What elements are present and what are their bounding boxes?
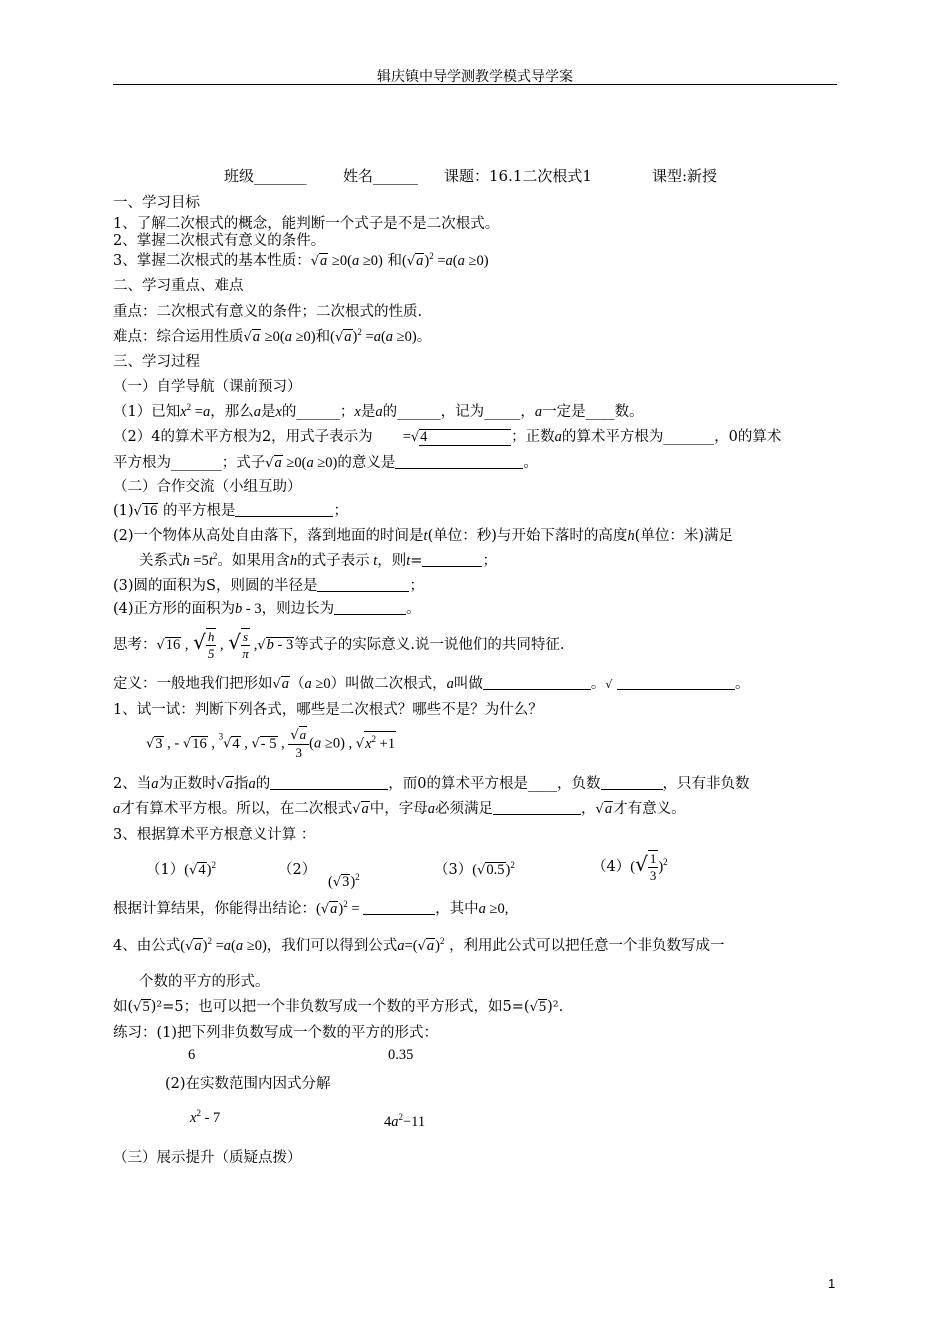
try-3-item-3: $(3)(√0.5)^2$ [434, 860, 515, 878]
try-4-cont: 个数的平方的形式。 [139, 974, 270, 990]
question-2-cont: 平方根为_______；式子√a ≥0(a ≥0)的意义是 。 [113, 455, 538, 471]
cooperation-3: (3)圆的面积为S，则圆的半径是 ； [113, 578, 424, 594]
section-2-heading: 二、学习重点、难点 [113, 278, 244, 294]
difficult-point: 难点：综合运用性质√a ≥0(a ≥0)和$(√a)^2 =a(a \ge 0)$。 [113, 327, 432, 345]
practice-2-expr-1: $x^2 - 7$ [190, 1108, 221, 1126]
page-number: 1 [828, 1276, 836, 1291]
subsection-1-heading: （一）自学导航（课前预习） [113, 379, 302, 395]
name-label: 姓名______ [343, 167, 419, 185]
key-point: 重点：二次根式有意义的条件；二次根式的性质. [113, 304, 423, 320]
try-3: 3、根据算术平方根意义计算 ： [113, 827, 316, 843]
class-label: 班级_______ [224, 167, 307, 185]
practice-1: 练习：(1)把下列非负数写成一个数的平方的形式： [113, 1025, 439, 1041]
try-4: 4、由公式$(√a)^2 =a(a \ge 0)$，我们可以得到公式$a=(√a)^2$ ，利用此公式可以把任意一个非负数写成一 [113, 936, 725, 954]
goal-1: 1、了解二次根式的概念，能判断一个式子是不是二次根式。 [113, 216, 500, 232]
header-rule [113, 84, 837, 85]
subsection-3-heading: （三）展示提升（质疑点拨） [113, 1150, 302, 1166]
try-3-item-2-expr: $(√3)^2$ [328, 872, 360, 890]
example: 如(√5)²=5；也可以把一个非负数写成一个数的平方形式，如5=(√5)². [113, 999, 564, 1015]
goal-2: 2、掌握二次根式有意义的条件。 [113, 233, 326, 249]
section-3-heading: 三、学习过程 [113, 354, 200, 370]
type-label: 课型:新授 [652, 167, 718, 185]
page-header-title: 辑庆镇中导学测教学模式导学案 [377, 69, 573, 85]
cooperation-4: (4)正方形的面积为b - 3，则边长为 。 [113, 601, 421, 617]
try-2: 2、当a为正数时√a指a的 ，而0的算术平方根是____，负数 ，只有非负数 [113, 776, 750, 792]
practice-num-2: 0.35 [388, 1047, 414, 1063]
try-2-cont: a才有算术平方根。所以，在二次根式√a中，字母a必须满足 ，√a才有意义。 [113, 801, 686, 817]
section-1-heading: 一、学习目标 [113, 195, 200, 211]
try-3-item-4: （4）(√ $\frac{1}{3}$ )$^2$ [592, 851, 668, 883]
cooperation-2: (2)一个物体从高处自由落下，落到地面的时间是t(单位：秒)与开始下落时的高度h(单位：米)满足 [113, 528, 733, 544]
practice-2-expr-2: $4a^2-11$ [384, 1112, 426, 1130]
think-line: 思考：√16 , √ $\frac{h}{5}$ , √ $\frac{s}{\pi}$ ,√b - 3等式子的实际意义.说一说他们的共同特征. [113, 629, 565, 661]
try-1-expressions: √3 , - √16 , $^3$√4 , √- 5 , $\frac{√a}{3}$ (a ≥0) , $√x^2 +1$ [146, 727, 396, 760]
try-1: 1、试一试：判断下列各式，哪些是二次根式？哪些不是？为什么？ [113, 702, 543, 718]
practice-num-1: 6 [188, 1047, 196, 1063]
question-1: （1）已知$x^2 =a$，那么a是x的______；x是a的______，记为_____，a一定是____数。 [113, 402, 644, 420]
try-3-item-2: （2） [278, 862, 317, 878]
question-2: （2）4的算术平方根为2，用式子表示为 =√4 ；正数a的算术平方根为_______，0的算术 [113, 429, 782, 445]
cooperation-1: (1)√16 的平方根是 ； [113, 503, 348, 519]
practice-2: (2)在实数范围内因式分解 [165, 1076, 331, 1092]
conclusion: 根据计算结果，你能得出结论：$(√a)^2$ = ，其中a ≥0, [113, 899, 509, 917]
cooperation-2-cont: 关系式$h =5t^2$。如果用含h的式子表示 t，则t= ； [139, 551, 497, 569]
topic-label: 课题：16.1二次根式1 [444, 167, 592, 185]
try-3-item-1: $(1)(√4)^2$ [146, 860, 216, 878]
goal-3: 3、掌握二次根式的基本性质：√a ≥0(a ≥0) 和$(√a)^2 =a(a \ge 0)$ [113, 251, 489, 269]
subsection-2-heading: （二）合作交流（小组互助） [113, 479, 302, 495]
definition: 定义：一般地我们把形如√a（a ≥0）叫做二次根式，a叫做 。√ 。 [113, 676, 750, 692]
